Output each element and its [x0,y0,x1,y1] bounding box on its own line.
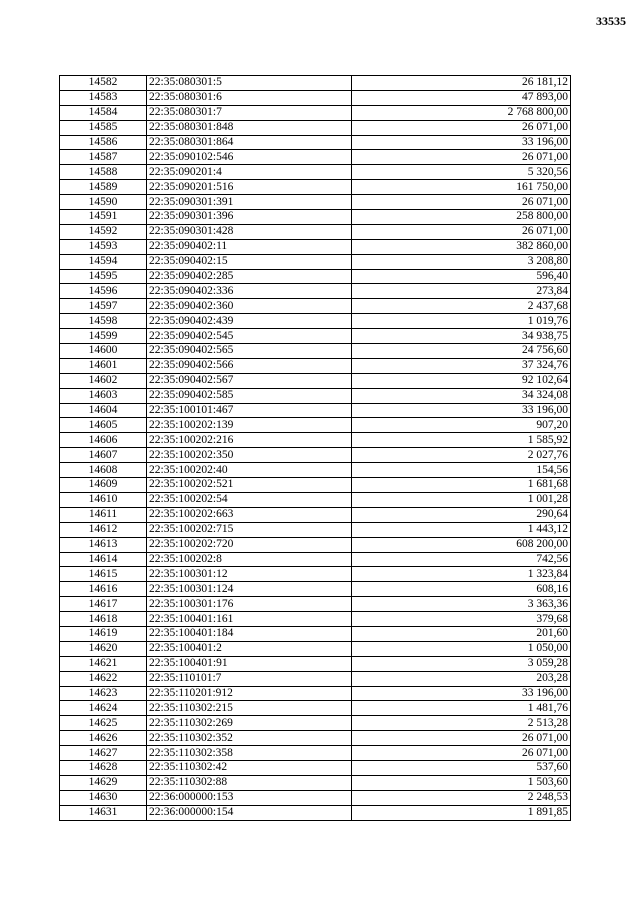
cadastral-number-cell: 22:35:090201:516 [147,180,352,195]
row-number-cell: 14617 [60,597,147,612]
registry-table-body [60,76,571,821]
cadastral-number-cell: 22:35:080301:864 [147,135,352,150]
amount-cell: 3 208,80 [352,254,571,269]
amount-cell: 379,68 [352,612,571,627]
cadastral-number-cell: 22:35:090402:360 [147,299,352,314]
table-row [60,641,571,656]
cadastral-number-cell: 22:35:100202:663 [147,507,352,522]
amount-cell: 273,84 [352,284,571,299]
amount-cell: 1 001,28 [352,492,571,507]
cadastral-number-cell: 22:35:100301:124 [147,582,352,597]
cadastral-number-cell: 22:35:080301:848 [147,120,352,135]
cadastral-number-cell: 22:35:090402:15 [147,254,352,269]
row-number-cell: 14620 [60,641,147,656]
cadastral-number-cell: 22:35:100202:521 [147,478,352,493]
table-row [60,805,571,820]
cadastral-number-cell: 22:35:090402:439 [147,314,352,329]
table-row [60,492,571,507]
amount-cell: 26 071,00 [352,746,571,761]
row-number-cell: 14610 [60,492,147,507]
table-row [60,105,571,120]
table-row [60,537,571,552]
amount-cell: 24 756,60 [352,344,571,359]
amount-cell: 1 019,76 [352,314,571,329]
amount-cell: 596,40 [352,269,571,284]
row-number-cell: 14611 [60,507,147,522]
table-row [60,478,571,493]
table-row [60,790,571,805]
row-number-cell: 14622 [60,671,147,686]
table-row [60,299,571,314]
amount-cell: 2 248,53 [352,790,571,805]
row-number-cell: 14630 [60,790,147,805]
cadastral-number-cell: 22:35:080301:7 [147,105,352,120]
cadastral-number-cell: 22:35:090301:391 [147,195,352,210]
amount-cell: 742,56 [352,552,571,567]
table-row [60,329,571,344]
amount-cell: 26 071,00 [352,150,571,165]
cadastral-number-cell: 22:35:110302:88 [147,775,352,790]
amount-cell: 537,60 [352,760,571,775]
cadastral-number-cell: 22:35:110302:358 [147,746,352,761]
cadastral-number-cell: 22:35:100202:720 [147,537,352,552]
table-row [60,76,571,91]
cadastral-number-cell: 22:35:100401:184 [147,626,352,641]
cadastral-number-cell: 22:35:110302:215 [147,701,352,716]
cadastral-number-cell: 22:35:100401:91 [147,656,352,671]
table-row [60,373,571,388]
table-row [60,701,571,716]
cadastral-number-cell: 22:35:100101:467 [147,403,352,418]
table-row [60,150,571,165]
cadastral-number-cell: 22:35:100301:12 [147,567,352,582]
row-number-cell: 14593 [60,239,147,254]
row-number-cell: 14599 [60,329,147,344]
cadastral-number-cell: 22:35:100202:715 [147,522,352,537]
amount-cell: 3 059,28 [352,656,571,671]
cadastral-number-cell: 22:35:080301:5 [147,76,352,91]
amount-cell: 34 324,08 [352,388,571,403]
amount-cell: 907,20 [352,418,571,433]
row-number-cell: 14621 [60,656,147,671]
cadastral-number-cell: 22:35:110201:912 [147,686,352,701]
row-number-cell: 14597 [60,299,147,314]
amount-cell: 1 681,68 [352,478,571,493]
amount-cell: 201,60 [352,626,571,641]
row-number-cell: 14623 [60,686,147,701]
row-number-cell: 14602 [60,373,147,388]
row-number-cell: 14601 [60,358,147,373]
cadastral-number-cell: 22:35:110302:269 [147,716,352,731]
amount-cell: 154,56 [352,463,571,478]
row-number-cell: 14628 [60,760,147,775]
table-row [60,195,571,210]
cadastral-number-cell: 22:35:100202:8 [147,552,352,567]
amount-cell: 1 443,12 [352,522,571,537]
table-row [60,686,571,701]
row-number-cell: 14590 [60,195,147,210]
table-row [60,656,571,671]
amount-cell: 608 200,00 [352,537,571,552]
row-number-cell: 14619 [60,626,147,641]
table-row [60,180,571,195]
table-row [60,388,571,403]
amount-cell: 47 893,00 [352,90,571,105]
table-row [60,120,571,135]
row-number-cell: 14588 [60,165,147,180]
row-number-cell: 14612 [60,522,147,537]
row-number-cell: 14629 [60,775,147,790]
cadastral-number-cell: 22:35:110101:7 [147,671,352,686]
cadastral-number-cell: 22:35:100401:2 [147,641,352,656]
table-row [60,746,571,761]
amount-cell: 1 503,60 [352,775,571,790]
table-row [60,671,571,686]
row-number-cell: 14624 [60,701,147,716]
amount-cell: 33 196,00 [352,135,571,150]
cadastral-number-cell: 22:35:110302:352 [147,731,352,746]
page-number: 33535 [596,14,626,28]
row-number-cell: 14592 [60,224,147,239]
table-row [60,418,571,433]
table-row [60,239,571,254]
amount-cell: 34 938,75 [352,329,571,344]
row-number-cell: 14631 [60,805,147,820]
row-number-cell: 14616 [60,582,147,597]
cadastral-number-cell: 22:35:090402:11 [147,239,352,254]
amount-cell: 37 324,76 [352,358,571,373]
cadastral-number-cell: 22:35:110302:42 [147,760,352,775]
table-row [60,314,571,329]
table-row [60,403,571,418]
cadastral-number-cell: 22:35:100202:40 [147,463,352,478]
table-row [60,433,571,448]
row-number-cell: 14595 [60,269,147,284]
registry-table [59,75,571,821]
row-number-cell: 14607 [60,448,147,463]
amount-cell: 2 437,68 [352,299,571,314]
row-number-cell: 14594 [60,254,147,269]
row-number-cell: 14609 [60,478,147,493]
cadastral-number-cell: 22:35:090402:566 [147,358,352,373]
amount-cell: 2 027,76 [352,448,571,463]
table-row [60,552,571,567]
row-number-cell: 14608 [60,463,147,478]
amount-cell: 1 891,85 [352,805,571,820]
cadastral-number-cell: 22:35:100202:54 [147,492,352,507]
row-number-cell: 14600 [60,344,147,359]
amount-cell: 26 071,00 [352,224,571,239]
amount-cell: 258 800,00 [352,210,571,225]
row-number-cell: 14627 [60,746,147,761]
amount-cell: 92 102,64 [352,373,571,388]
row-number-cell: 14618 [60,612,147,627]
table-row [60,582,571,597]
amount-cell: 33 196,00 [352,686,571,701]
table-row [60,522,571,537]
amount-cell: 1 585,92 [352,433,571,448]
table-row [60,165,571,180]
amount-cell: 5 320,56 [352,165,571,180]
row-number-cell: 14614 [60,552,147,567]
table-row [60,284,571,299]
cadastral-number-cell: 22:36:000000:153 [147,790,352,805]
row-number-cell: 14589 [60,180,147,195]
row-number-cell: 14591 [60,210,147,225]
table-row [60,507,571,522]
table-row [60,224,571,239]
table-row [60,775,571,790]
cadastral-number-cell: 22:35:090301:396 [147,210,352,225]
row-number-cell: 14625 [60,716,147,731]
cadastral-number-cell: 22:35:090301:428 [147,224,352,239]
row-number-cell: 14587 [60,150,147,165]
row-number-cell: 14626 [60,731,147,746]
table-row [60,254,571,269]
table-row [60,463,571,478]
row-number-cell: 14585 [60,120,147,135]
row-number-cell: 14613 [60,537,147,552]
amount-cell: 608,16 [352,582,571,597]
amount-cell: 290,64 [352,507,571,522]
cadastral-number-cell: 22:36:000000:154 [147,805,352,820]
cadastral-number-cell: 22:35:100202:216 [147,433,352,448]
amount-cell: 33 196,00 [352,403,571,418]
cadastral-number-cell: 22:35:090402:565 [147,344,352,359]
amount-cell: 26 071,00 [352,195,571,210]
amount-cell: 26 181,12 [352,76,571,91]
table-row [60,626,571,641]
cadastral-number-cell: 22:35:090402:285 [147,269,352,284]
table-row [60,760,571,775]
cadastral-number-cell: 22:35:090402:585 [147,388,352,403]
amount-cell: 161 750,00 [352,180,571,195]
cadastral-number-cell: 22:35:100401:161 [147,612,352,627]
cadastral-number-cell: 22:35:100202:350 [147,448,352,463]
row-number-cell: 14605 [60,418,147,433]
cadastral-number-cell: 22:35:090102:546 [147,150,352,165]
cadastral-number-cell: 22:35:100202:139 [147,418,352,433]
row-number-cell: 14603 [60,388,147,403]
row-number-cell: 14598 [60,314,147,329]
table-row [60,597,571,612]
table-row [60,269,571,284]
cadastral-number-cell: 22:35:090201:4 [147,165,352,180]
table-row [60,135,571,150]
amount-cell: 1 481,76 [352,701,571,716]
table-row [60,210,571,225]
cadastral-number-cell: 22:35:090402:545 [147,329,352,344]
row-number-cell: 14604 [60,403,147,418]
cadastral-number-cell: 22:35:090402:336 [147,284,352,299]
row-number-cell: 14582 [60,76,147,91]
table-row [60,90,571,105]
row-number-cell: 14583 [60,90,147,105]
cadastral-number-cell: 22:35:090402:567 [147,373,352,388]
row-number-cell: 14584 [60,105,147,120]
amount-cell: 203,28 [352,671,571,686]
table-row [60,612,571,627]
amount-cell: 26 071,00 [352,120,571,135]
table-row [60,344,571,359]
cadastral-number-cell: 22:35:100301:176 [147,597,352,612]
amount-cell: 1 323,84 [352,567,571,582]
cadastral-number-cell: 22:35:080301:6 [147,90,352,105]
amount-cell: 26 071,00 [352,731,571,746]
table-row [60,448,571,463]
table-row [60,716,571,731]
amount-cell: 2 768 800,00 [352,105,571,120]
row-number-cell: 14586 [60,135,147,150]
table-row [60,358,571,373]
table-row [60,731,571,746]
amount-cell: 1 050,00 [352,641,571,656]
row-number-cell: 14606 [60,433,147,448]
table-row [60,567,571,582]
amount-cell: 382 860,00 [352,239,571,254]
amount-cell: 2 513,28 [352,716,571,731]
row-number-cell: 14615 [60,567,147,582]
amount-cell: 3 363,36 [352,597,571,612]
row-number-cell: 14596 [60,284,147,299]
